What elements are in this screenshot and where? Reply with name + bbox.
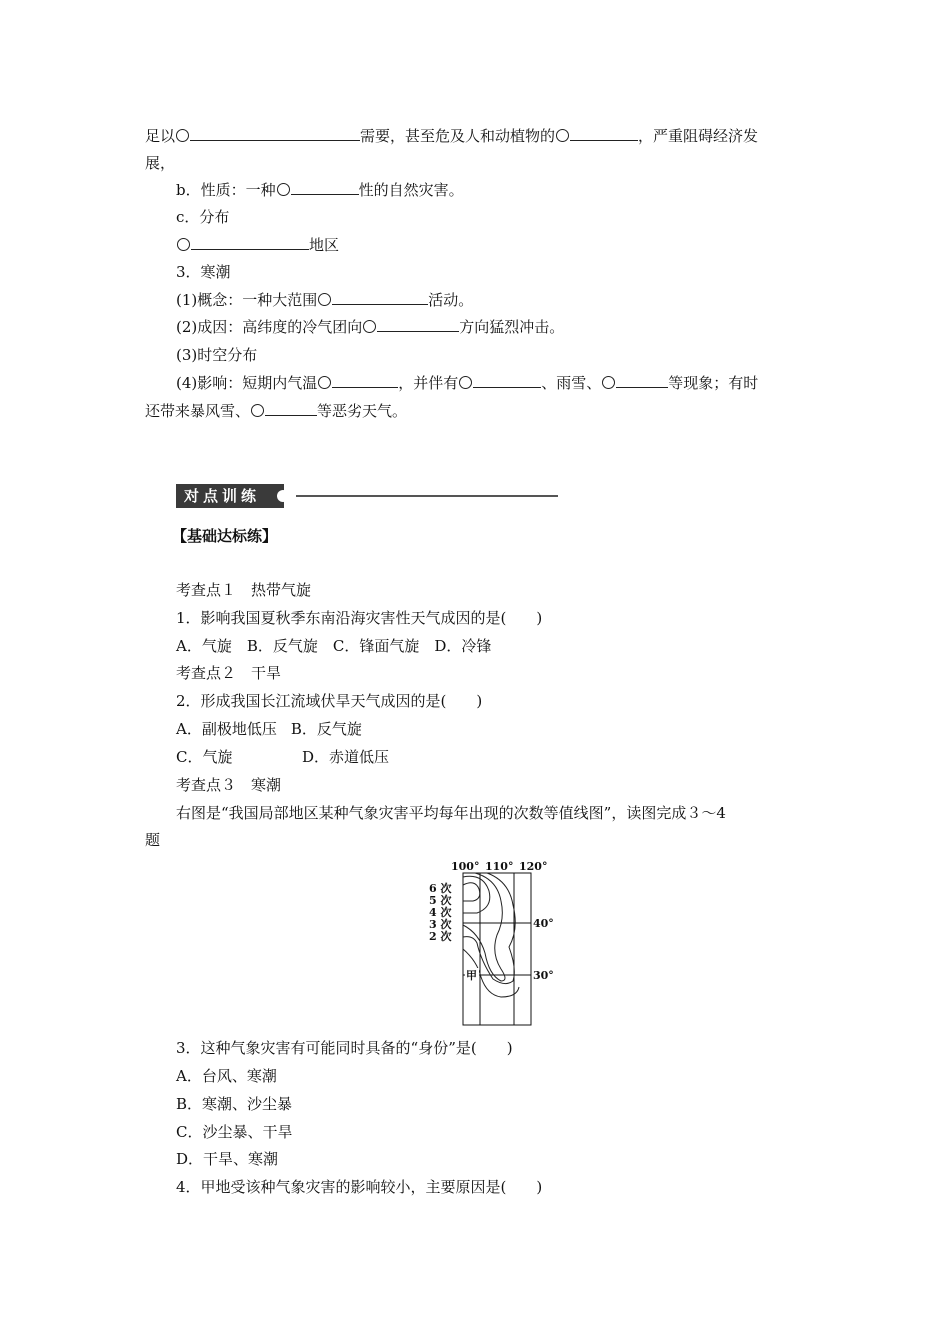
option-d: D．干旱、寒潮 — [176, 1150, 279, 1168]
text: 等恶劣天气。 — [317, 402, 408, 420]
text: 地区 — [309, 236, 340, 254]
circle-icon — [251, 404, 264, 417]
question-text: 3．这种气象灾害有可能同时具备的“身份”是( ) — [176, 1039, 513, 1057]
fill-blank — [570, 126, 638, 141]
text: (1)概念：一种大范围 — [176, 291, 318, 309]
option-b: B．反气旋 — [290, 720, 362, 738]
circle-icon — [459, 376, 472, 389]
question-options — [176, 719, 362, 739]
contour-map — [427, 857, 557, 1027]
contour-line — [463, 876, 490, 913]
text: (4)影响：短期内气温 — [176, 374, 318, 392]
text-line — [176, 290, 473, 310]
topic-heading: 考查点１ 热带气旋 — [176, 581, 312, 599]
text: 活动。 — [428, 291, 474, 309]
text: 足以 — [145, 127, 176, 145]
lat-label: 40° — [533, 917, 554, 930]
fill-blank — [377, 317, 459, 332]
fill-blank — [332, 290, 428, 305]
circle-icon — [318, 293, 331, 306]
text-line — [145, 126, 758, 146]
question-options — [176, 747, 389, 767]
text: 方向猛烈冲击。 — [459, 318, 565, 336]
question-options: A．气旋 B．反气旋 C．锋面气旋 D．冷锋 — [176, 637, 492, 655]
fill-blank — [332, 373, 398, 388]
question-intro: 右图是“我国局部地区某种气象灾害平均每年出现的次数等值线图”，读图完成３～4 — [176, 804, 726, 822]
text-line: c．分布 — [176, 208, 230, 226]
lon-label: 100° — [451, 860, 480, 873]
contour-line — [463, 883, 480, 901]
contour-label: 4 次 — [429, 906, 452, 919]
circle-icon — [363, 320, 376, 333]
option-c: C．气旋 — [176, 748, 233, 766]
fill-blank — [473, 373, 541, 388]
fill-blank — [265, 401, 317, 416]
map-frame — [463, 873, 531, 1025]
text-line — [145, 401, 407, 421]
circle-icon — [556, 129, 569, 142]
circle-icon — [277, 183, 290, 196]
banner-dot-icon — [277, 490, 289, 502]
circle-icon — [177, 238, 190, 251]
option-a: A．台风、寒潮 — [176, 1067, 277, 1085]
text-line: (3)时空分布 — [176, 346, 258, 364]
topic-heading: 考查点３ 寒潮 — [176, 776, 282, 794]
text-line — [176, 373, 758, 393]
contour-line — [463, 873, 505, 981]
text-line: 展， — [145, 154, 176, 172]
option-d: D．赤道低压 — [302, 748, 390, 766]
place-label: 甲 — [466, 969, 477, 982]
option-c: C．沙尘暴、干旱 — [176, 1123, 293, 1141]
text-line — [176, 317, 564, 337]
text: 性的自然灾害。 — [358, 181, 464, 199]
text-line — [176, 180, 464, 200]
contour-label: 3 次 — [429, 918, 452, 931]
lon-label: 120° — [519, 860, 548, 873]
text: 还带来暴风雪、 — [145, 402, 251, 420]
text-line: 3．寒潮 — [176, 263, 231, 281]
option-b: B．寒潮、沙尘暴 — [176, 1095, 293, 1113]
question-text: 4．甲地受该种气象灾害的影响较小，主要原因是( ) — [176, 1178, 543, 1196]
fill-blank — [190, 126, 360, 141]
circle-icon — [602, 376, 615, 389]
text: 、雨雪、 — [541, 374, 602, 392]
topic-heading: 考查点２ 干旱 — [176, 664, 282, 682]
banner-divider — [296, 495, 558, 497]
lat-label: 30° — [533, 969, 554, 982]
text-line — [176, 235, 339, 255]
question-text: 1．影响我国夏秋季东南沿海灾害性天气成因的是( ) — [176, 609, 543, 627]
text: (2)成因：高纬度的冷气团向 — [176, 318, 363, 336]
text: b．性质：一种 — [176, 181, 276, 199]
circle-icon — [176, 129, 189, 142]
text: 需要，甚至危及人和动植物的 — [360, 127, 556, 145]
contour-label: 6 次 — [429, 882, 452, 895]
text: ，严重阻碍经济发 — [638, 127, 759, 145]
text: ，并伴有 — [398, 374, 459, 392]
fill-blank — [291, 180, 359, 195]
contour-label: 5 次 — [429, 894, 452, 907]
text: 等现象；有时 — [668, 374, 759, 392]
lon-label: 110° — [485, 860, 514, 873]
section-subtitle: 【基础达标练】 — [172, 527, 278, 545]
fill-blank — [191, 235, 309, 250]
contour-label: 2 次 — [429, 930, 452, 943]
option-a: A．副极地低压 — [176, 720, 277, 738]
section-banner: 对点训练 — [176, 484, 284, 508]
question-text: 2．形成我国长江流域伏旱天气成因的是( ) — [176, 692, 483, 710]
fill-blank — [616, 373, 668, 388]
question-intro: 题 — [145, 831, 161, 849]
circle-icon — [318, 376, 331, 389]
